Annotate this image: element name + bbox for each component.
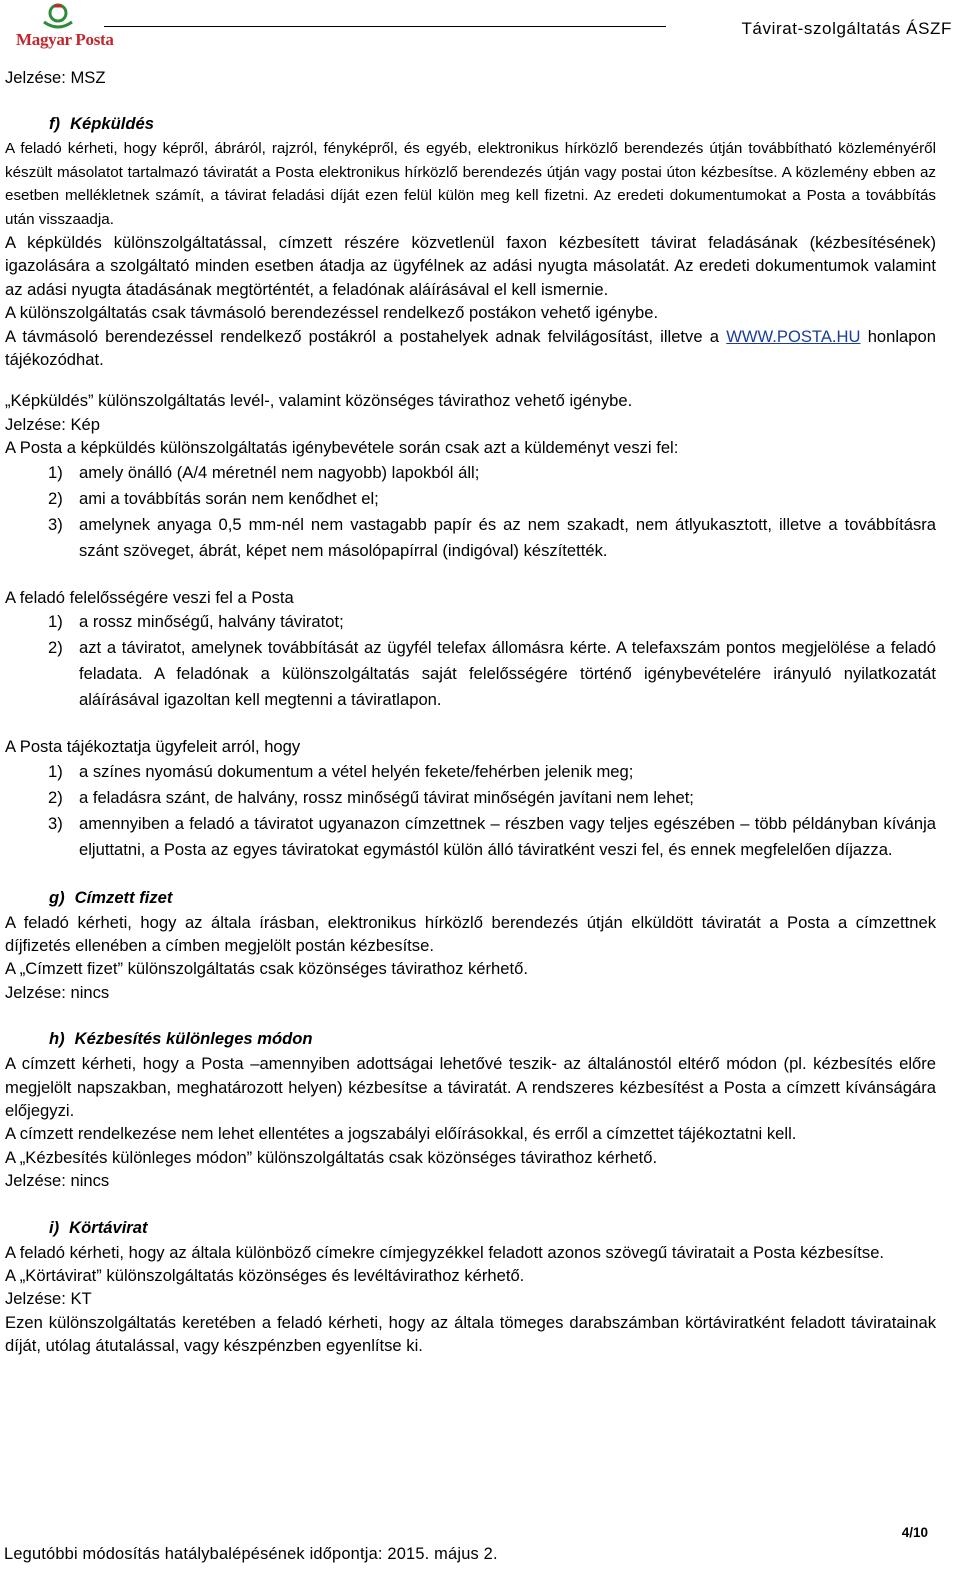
document-title: Távirat-szolgáltatás ÁSZF — [741, 19, 952, 38]
intro-jelzes: Jelzése: MSZ — [5, 68, 106, 87]
list-item: 2) ami a továbbítás során nem kenődhet el; — [48, 488, 379, 508]
section-title: Képküldés — [70, 114, 154, 134]
numbered-list — [5, 460, 936, 564]
section-title: Kézbesítés különleges módon — [74, 1029, 313, 1049]
section-f-heading — [49, 111, 936, 137]
section-h-paragraph: A címzett rendelkezése nem lehet ellentétes a jogszabályi előírásokkal, és erről a címzettet tájékoztatni kell. — [5, 1124, 797, 1144]
section-f-jelzes: Jelzése: Kép — [5, 414, 101, 434]
document-body — [5, 66, 936, 1358]
section-h-paragraph: A „Kézbesítés különleges módon” különszolgáltatás csak közönséges távirathoz kérhető. — [5, 1147, 658, 1167]
section-letter: h) — [49, 1029, 65, 1049]
footer-effective-date: Legutóbbi módosítás hatálybalépésének időpontja: 2015. május 2. — [4, 1545, 498, 1563]
list-intro: A feladó felelősségére veszi fel a Posta — [5, 587, 294, 607]
section-g-paragraph: A feladó kérheti, hogy az általa írásban, elektronikus hírközlő berendezés útján elküldött táviratát a Posta a címzettnek díjfizetés ellenében a címben megjelölt postán kézbesítse. — [5, 912, 936, 955]
section-f-paragraph: „Képküldés” különszolgáltatás levél-, valamint közönséges távirathoz vehető igénybe. — [5, 391, 633, 411]
list-item: 3) amelynek anyaga 0,5 mm-nél nem vastagabb papír és az nem szakadt, nem átlyukasztott, illetve a továbbításra szánt szöveget, ábrát, képet nem másolópapírral (indigóval) készítették. — [48, 514, 936, 560]
list-item: 1) a színes nyomású dokumentum a vétel helyén fekete/fehérben jelenik meg; — [48, 761, 634, 781]
list-intro: A Posta tájékoztatja ügyfeleit arról, hogy — [5, 737, 301, 757]
numbered-list — [5, 609, 936, 713]
section-h-paragraph: A címzett kérheti, hogy a Posta –amennyiben adottságai lehetővé teszik- az általánostól eltérő módon (pl. kézbesítés előre megjelölt napszakban, meghatározott helyen) kézbesítse a táviratát. A rendszeres kézbesítést a Posta a címzett kívánságára előjegyzi. — [5, 1054, 936, 1120]
section-f-paragraph: A feladó kérheti, hogy képről, ábráról, rajzról, fényképről, és egyéb, elektronikus hírközlő berendezés útján továbbítható közleményéről készült másolatot tartalmazó táviratát a Posta elektronikus hírközlő berendezés útján vagy postai úton kézbesítse. A közlemény ebben az esetben mellékletnek számít, a távirat feladási díját ezen felül külön meg kell fizetni. Az eredeti dokumentumokat a Posta a továbbítás után visszaadja. — [5, 140, 936, 228]
numbered-list — [5, 759, 936, 863]
list-item: 1) amely önálló (A/4 méretnél nem nagyobb) lapokból áll; — [48, 462, 480, 482]
section-h-jelzes: Jelzése: nincs — [5, 1171, 110, 1191]
magyar-posta-logo — [14, 2, 114, 54]
section-title: Címzett fizet — [74, 887, 173, 907]
section-f-paragraph: A különszolgáltatás csak távmásoló berendezéssel rendelkező postákon vehető igénybe. — [5, 303, 659, 323]
list-item: 2) azt a táviratot, amelynek továbbítását az ügyfél telefax állomásra kérte. A telefaxszám pontos megjelölése a feladó feladata. A feladónak a különszolgáltatás saját felelősségére történő igénybevételére irányuló nyilatkozatát aláírásával igazoltan kell megtenni a táviratlapon. — [48, 638, 936, 710]
list-intro: A Posta a képküldés különszolgáltatás igénybevétele során csak azt a küldeményt veszi fel: — [5, 438, 679, 458]
page-header — [0, 0, 960, 56]
section-i-paragraph: A „Körtávirat” különszolgáltatás közönséges és levéltávirathoz kérhető. — [5, 1265, 525, 1285]
section-title: Körtávirat — [69, 1217, 148, 1237]
page-number: 4/10 — [901, 1525, 928, 1540]
section-letter: i) — [49, 1217, 60, 1237]
section-g-paragraph: A „Címzett fizet” különszolgáltatás csak közönséges távirathoz kérhető. — [5, 959, 528, 979]
posta-website-link[interactable]: WWW.POSTA.HU — [726, 326, 861, 346]
section-i-paragraph: A feladó kérheti, hogy az általa különböző címekre címjegyzékkel feladott azonos szövegű táviratait a Posta kézbesítse. — [5, 1242, 885, 1262]
section-letter: f) — [49, 114, 61, 134]
posthorn-icon — [14, 2, 94, 32]
section-letter: g) — [49, 887, 65, 907]
paragraph-text: honlapon tájékozódhat. — [5, 326, 936, 370]
section-i-paragraph: Ezen különszolgáltatás keretében a feladó kérheti, hogy az általa tömeges darabszámban körtáviratként feladott táviratainak díját, utólag átutalással, vagy készpénzben egyenlítse ki. — [5, 1312, 936, 1356]
section-f-paragraph — [5, 325, 936, 372]
list-item: 1) a rossz minőségű, halvány táviratot; — [48, 612, 344, 632]
header-rule — [104, 26, 666, 27]
list-item: 3) amennyiben a feladó a táviratot ugyanazon címzettnek – részben vagy teljes egészében – több példányban kívánja eljuttatni, a Posta az egyes táviratokat egymástól külön álló táviratként veszi fel, és ennek megfelelően díjazza. — [48, 813, 936, 859]
section-i-jelzes: Jelzése: KT — [5, 1289, 92, 1309]
section-h-heading — [49, 1026, 936, 1052]
section-g-jelzes: Jelzése: nincs — [5, 982, 110, 1002]
section-f-paragraph: A képküldés különszolgáltatással, címzett részére közvetlenül faxon kézbesített távirat feladásának (kézbesítésének) igazolására a szolgáltató minden esetben átadja az ügyfélnek az adási nyugta másolatát. Az eredeti dokumentumok valamint az adási nyugta átadásának megtörténtét, a feladónak aláírásával el kell ismernie. — [5, 233, 936, 299]
section-g-heading — [49, 885, 936, 911]
section-i-heading — [49, 1215, 936, 1241]
list-item: 2) a feladásra szánt, de halvány, rossz minőségű távirat minőségén javítani nem lehet; — [48, 787, 694, 807]
logo-text: Magyar Posta — [16, 30, 114, 49]
paragraph-text: A távmásoló berendezéssel rendelkező postákról a postahelyek adnak felvilágosítást, illetve a — [5, 326, 719, 346]
